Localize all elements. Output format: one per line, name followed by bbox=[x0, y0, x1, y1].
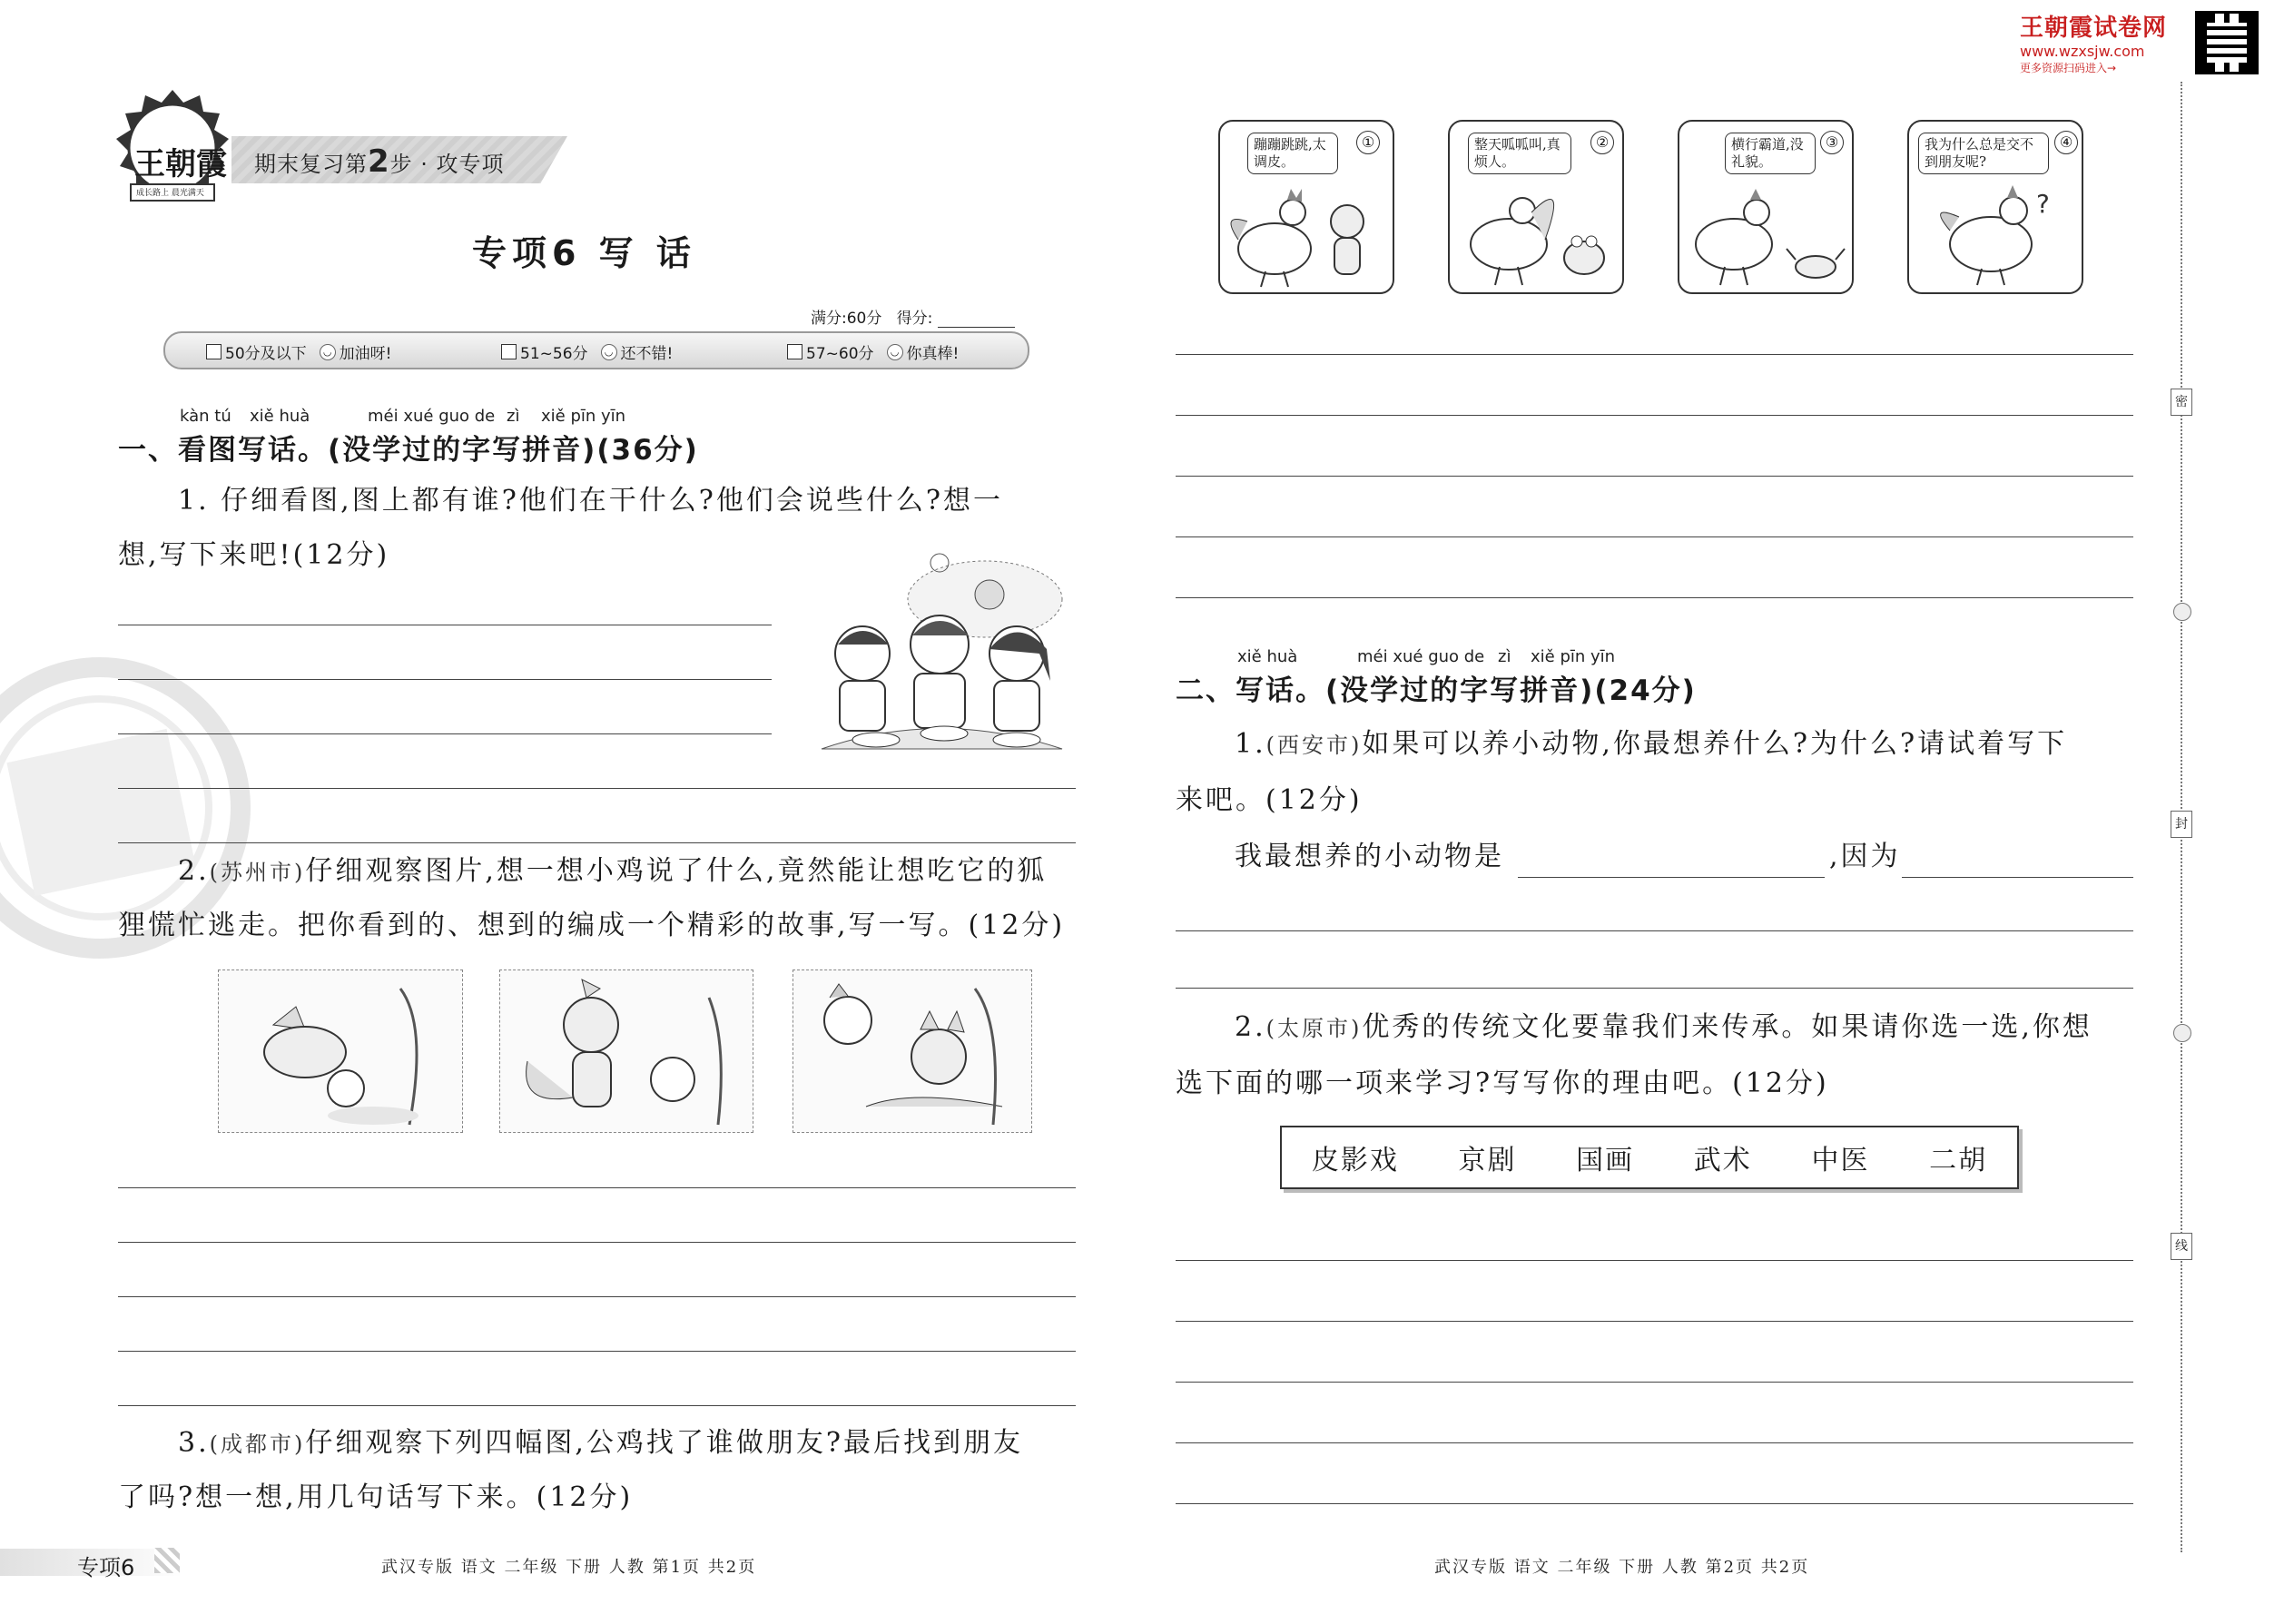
p2q1-line2: 来吧。(12分) bbox=[1176, 784, 1363, 816]
pinyin-zi: zì bbox=[1498, 647, 1511, 666]
comic-number-3: ③ bbox=[1820, 131, 1844, 154]
svg-text:?: ? bbox=[2036, 189, 2050, 219]
option-chinese-painting[interactable]: 国画 bbox=[1576, 1145, 1635, 1176]
writing-line[interactable] bbox=[1176, 1503, 2133, 1504]
full-score: 满分:60分 bbox=[811, 310, 882, 328]
pinyin-xiepinyin: xiě pīn yīn bbox=[541, 407, 626, 426]
q3-line2: 了吗?想一想,用几句话写下来。(12分) bbox=[118, 1481, 634, 1513]
writing-line[interactable] bbox=[1176, 930, 2133, 931]
checkbox[interactable] bbox=[501, 344, 517, 359]
q3-number: 3. bbox=[178, 1427, 210, 1459]
footer-deco-icon bbox=[154, 1548, 180, 1573]
section-title: 专项6 写 话 bbox=[472, 233, 696, 273]
rooster-monkey-icon bbox=[1220, 176, 1393, 290]
q2-city: (苏州市) bbox=[209, 860, 306, 885]
q3-text: 仔细观察下列四幅图,公鸡找了谁做朋友?最后找到朋友 bbox=[305, 1427, 1023, 1459]
comic-panel-2 bbox=[1448, 120, 1624, 294]
fox-chick-illustration-2 bbox=[499, 969, 753, 1133]
rating-comment: 你真棒! bbox=[906, 345, 960, 363]
writing-line[interactable] bbox=[1176, 354, 2133, 355]
writing-line[interactable] bbox=[118, 1405, 1076, 1406]
rooster-question-icon bbox=[1909, 176, 2082, 290]
rating-item[interactable] bbox=[787, 340, 959, 363]
writing-line[interactable] bbox=[118, 679, 772, 680]
writing-line[interactable] bbox=[1176, 597, 2133, 598]
culture-options-box bbox=[1280, 1126, 2019, 1189]
qr-code-icon bbox=[2195, 11, 2259, 74]
p2q2-text: 优秀的传统文化要靠我们来传承。如果请你选一选,你想 bbox=[1362, 1011, 2092, 1043]
q1-line1: 1. 仔细看图,图上都有谁?他们在干什么?他们会说些什么?想一 bbox=[178, 485, 1003, 517]
smiley-icon: ◡ bbox=[320, 344, 336, 360]
option-peking-opera[interactable]: 京剧 bbox=[1458, 1145, 1517, 1176]
rooster-frog-icon bbox=[1450, 176, 1622, 290]
comic-speech-4: 我为什么总是交不到朋友呢? bbox=[1918, 133, 2049, 174]
writing-line[interactable] bbox=[1176, 1442, 2133, 1443]
writing-line[interactable] bbox=[118, 733, 772, 734]
writing-line[interactable] bbox=[118, 842, 1076, 843]
writing-line[interactable] bbox=[1176, 1321, 2133, 1322]
rating-range: 57~60分 bbox=[806, 345, 874, 363]
footer-right-page: 武汉专版 语文 二年级 下册 人教 第2页 共2页 bbox=[1434, 1558, 1810, 1577]
p2q2-city: (太原市) bbox=[1265, 1016, 1363, 1041]
p2q1-fill-because: ,因为 bbox=[1829, 841, 1901, 872]
fox-chick-illustration-1 bbox=[218, 969, 463, 1133]
score-line bbox=[811, 305, 1015, 328]
pinyin-xiepinyin: xiě pīn yīn bbox=[1531, 647, 1616, 666]
rating-item[interactable] bbox=[501, 340, 673, 363]
p2q2-number: 2. bbox=[1235, 1011, 1266, 1043]
rating-bar bbox=[163, 331, 1029, 369]
banner-pre: 期末复习第 bbox=[254, 152, 368, 177]
q2-text: 仔细观察图片,想一想小鸡说了什么,竟然能让想吃它的狐 bbox=[305, 855, 1048, 887]
banner-post: 步 · 攻专项 bbox=[389, 152, 505, 177]
rating-range: 50分及以下 bbox=[225, 345, 307, 363]
banner-step-number: 2 bbox=[368, 143, 390, 180]
binding-hole-icon bbox=[2173, 603, 2191, 621]
rating-comment: 还不错! bbox=[620, 345, 674, 363]
p2q1-line1 bbox=[1235, 717, 2067, 773]
brand-sub: 更多资源扫码进入→ bbox=[2020, 62, 2117, 74]
part2-heading: 二、写话。(没学过的字写拼音)(24分) bbox=[1176, 674, 1697, 707]
logo-ribbon: 成长路上 晨光满天 bbox=[136, 189, 204, 198]
fill-blank-reason[interactable] bbox=[1902, 877, 2133, 878]
comic-number-4: ④ bbox=[2054, 131, 2078, 154]
comic-panel-1 bbox=[1218, 120, 1394, 294]
p2q2-line1 bbox=[1235, 1000, 2092, 1056]
binding-hole-icon bbox=[2173, 1024, 2191, 1042]
option-martial-arts[interactable]: 武术 bbox=[1693, 1145, 1752, 1176]
writing-line[interactable] bbox=[118, 1351, 1076, 1352]
margin-label-feng: 封 bbox=[2171, 811, 2192, 838]
p2q1-text: 如果可以养小动物,你最想养什么?为什么?请试着写下 bbox=[1362, 728, 2068, 760]
rating-item[interactable] bbox=[206, 340, 391, 363]
writing-line[interactable] bbox=[1176, 988, 2133, 989]
brand-block bbox=[2020, 9, 2167, 75]
rooster-crab-icon bbox=[1679, 176, 1852, 290]
rating-comment: 加油呀! bbox=[339, 345, 392, 363]
score-blank[interactable] bbox=[938, 312, 1015, 328]
q1-line2: 想,写下来吧!(12分) bbox=[118, 539, 390, 571]
comic-panel-4 bbox=[1907, 120, 2083, 294]
checkbox[interactable] bbox=[787, 344, 802, 359]
part1-heading: 一、看图写话。(没学过的字写拼音)(36分) bbox=[118, 434, 699, 467]
smiley-icon: ◡ bbox=[887, 344, 903, 360]
comic-number-2: ② bbox=[1590, 131, 1614, 154]
writing-line[interactable] bbox=[118, 1242, 1076, 1243]
score-label: 得分: bbox=[896, 310, 933, 328]
margin-label-xian: 线 bbox=[2171, 1233, 2192, 1260]
writing-line[interactable] bbox=[118, 1296, 1076, 1297]
brand-name: 王朝霞试卷网 bbox=[2020, 15, 2168, 42]
writing-line[interactable] bbox=[118, 1187, 1076, 1188]
q2-line1 bbox=[178, 844, 1047, 900]
comic-panel-3 bbox=[1678, 120, 1854, 294]
fill-blank-animal[interactable] bbox=[1518, 877, 1825, 878]
pinyin-zi: zì bbox=[507, 407, 520, 426]
p2q1-city: (西安市) bbox=[1265, 733, 1363, 758]
comic-speech-2: 整天呱呱叫,真烦人。 bbox=[1468, 133, 1571, 174]
writing-line[interactable] bbox=[1176, 476, 2133, 477]
option-shadow-play[interactable]: 皮影戏 bbox=[1311, 1145, 1399, 1176]
p2q1-number: 1. bbox=[1235, 728, 1266, 760]
margin-label-mi: 密 bbox=[2171, 389, 2192, 416]
option-erhu[interactable]: 二胡 bbox=[1929, 1145, 1988, 1176]
writing-line[interactable] bbox=[1176, 1382, 2133, 1383]
pinyin-meixueguode: méi xué guo de bbox=[368, 407, 496, 426]
pinyin-xiehua: xiě huà bbox=[250, 407, 310, 426]
pinyin-kantu: kàn tú bbox=[180, 407, 231, 426]
comic-speech-1: 蹦蹦跳跳,太调皮。 bbox=[1247, 133, 1338, 174]
banner-text bbox=[254, 143, 505, 180]
p2q2-line2: 选下面的哪一项来学习?写写你的理由吧。(12分) bbox=[1176, 1068, 1829, 1099]
writing-line[interactable] bbox=[1176, 1260, 2133, 1261]
comic-speech-3: 横行霸道,没礼貌。 bbox=[1725, 133, 1816, 174]
writing-line[interactable] bbox=[1176, 415, 2133, 416]
q3-city: (成都市) bbox=[209, 1432, 306, 1457]
brand-url: www.wzxsjw.com bbox=[2020, 43, 2145, 60]
writing-line[interactable] bbox=[118, 788, 1076, 789]
comic-number-1: ① bbox=[1356, 131, 1380, 154]
q2-line2: 狸慌忙逃走。把你看到的、想到的编成一个精彩的故事,写一写。(12分) bbox=[118, 910, 1066, 941]
smiley-icon: ◡ bbox=[601, 344, 617, 360]
footer-tag-text: 专项6 bbox=[77, 1555, 135, 1580]
kids-dining-illustration bbox=[812, 545, 1067, 763]
pinyin-xiehua: xiě huà bbox=[1237, 647, 1298, 666]
fox-chick-illustration-3 bbox=[793, 969, 1032, 1133]
checkbox[interactable] bbox=[206, 344, 222, 359]
q2-number: 2. bbox=[178, 855, 210, 887]
p2q1-fill-prompt: 我最想养的小动物是 bbox=[1235, 841, 1504, 872]
pinyin-meixueguode: méi xué guo de bbox=[1357, 647, 1485, 666]
q3-line1 bbox=[178, 1416, 1023, 1471]
option-chinese-medicine[interactable]: 中医 bbox=[1811, 1145, 1870, 1176]
writing-line[interactable] bbox=[1176, 536, 2133, 537]
logo-text: 王朝霞 bbox=[134, 146, 227, 182]
rating-range: 51~56分 bbox=[520, 345, 588, 363]
footer-left-page: 武汉专版 语文 二年级 下册 人教 第1页 共2页 bbox=[381, 1558, 757, 1577]
